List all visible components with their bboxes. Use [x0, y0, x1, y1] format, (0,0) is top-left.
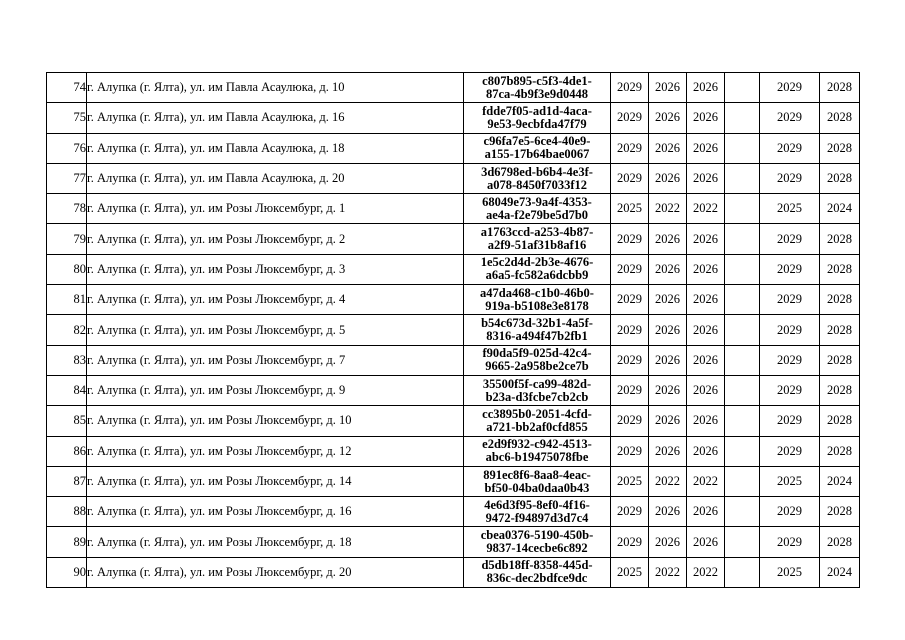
- year-cell-3: 2026: [687, 133, 725, 163]
- year-cell-4: 2029: [760, 497, 820, 527]
- building-id-line-1: f90da5f9-025d-42c4-: [482, 346, 592, 361]
- table-row: [47, 466, 860, 496]
- year-cell-2: 2026: [649, 224, 687, 254]
- row-number-cell: 77: [47, 163, 87, 193]
- year-cell-3: 2026: [687, 73, 725, 103]
- row-number-cell: 83: [47, 345, 87, 375]
- table-body: [47, 73, 860, 588]
- year-cell-3: 2026: [687, 254, 725, 284]
- row-number-cell: 85: [47, 406, 87, 436]
- table-row: [47, 163, 860, 193]
- address-cell: г. Алупка (г. Ялта), ул. им Розы Люксембург, д. 18: [87, 527, 464, 557]
- table-row: [47, 527, 860, 557]
- year-cell-3: 2026: [687, 345, 725, 375]
- address-cell: г. Алупка (г. Ялта), ул. им Розы Люксембург, д. 14: [87, 466, 464, 496]
- address-cell: г. Алупка (г. Ялта), ул. им Розы Люксембург, д. 12: [87, 436, 464, 466]
- year-cell-5: 2028: [820, 527, 860, 557]
- empty-cell: [725, 133, 760, 163]
- row-number-cell: 82: [47, 315, 87, 345]
- building-id-line-1: b54c673d-32b1-4a5f-: [481, 316, 593, 331]
- year-cell-4: 2029: [760, 254, 820, 284]
- building-id-line-1: 891ec8f6-8aa8-4eac-: [483, 467, 591, 482]
- year-cell-2: 2026: [649, 436, 687, 466]
- year-cell-2: 2022: [649, 466, 687, 496]
- year-cell-3: 2026: [687, 406, 725, 436]
- address-cell: г. Алупка (г. Ялта), ул. им Розы Люксембург, д. 9: [87, 375, 464, 405]
- building-id-line-1: 3d6798ed-b6b4-4e3f-: [481, 164, 593, 179]
- empty-cell: [725, 194, 760, 224]
- year-cell-3: 2026: [687, 497, 725, 527]
- year-cell-2: 2026: [649, 133, 687, 163]
- building-id-cell: [464, 133, 611, 163]
- year-cell-2: 2026: [649, 345, 687, 375]
- empty-cell: [725, 557, 760, 587]
- address-cell: г. Алупка (г. Ялта), ул. им Павла Асаулюка, д. 10: [87, 73, 464, 103]
- address-cell: г. Алупка (г. Ялта), ул. им Розы Люксембург, д. 5: [87, 315, 464, 345]
- table-row: [47, 254, 860, 284]
- year-cell-1: 2025: [611, 466, 649, 496]
- building-id-line-1: a1763ccd-a253-4b87-: [480, 225, 594, 240]
- building-id-cell: [464, 436, 611, 466]
- year-cell-2: 2026: [649, 103, 687, 133]
- building-id-cell: [464, 466, 611, 496]
- row-number-cell: 81: [47, 285, 87, 315]
- building-id-line-1: 1e5c2d4d-2b3e-4676-: [480, 255, 594, 270]
- building-id-line-1: 68049e73-9a4f-4353-: [482, 194, 592, 209]
- building-id-line-2: b23a-d3fcbe7cb2cb: [485, 389, 589, 404]
- year-cell-4: 2029: [760, 345, 820, 375]
- year-cell-3: 2026: [687, 224, 725, 254]
- building-id-cell: [464, 497, 611, 527]
- row-number-cell: 84: [47, 375, 87, 405]
- building-id-line-2: 9472-f94897d3d7c4: [485, 510, 589, 525]
- year-cell-5: 2028: [820, 436, 860, 466]
- building-id-line-1: a47da468-c1b0-46b0-: [480, 285, 594, 300]
- building-id-cell: [464, 315, 611, 345]
- building-id-line-2: bf50-04ba0daa0b43: [484, 480, 590, 495]
- year-cell-4: 2029: [760, 375, 820, 405]
- building-id-cell: [464, 224, 611, 254]
- year-cell-5: 2028: [820, 406, 860, 436]
- year-cell-5: 2024: [820, 557, 860, 587]
- building-id-cell: [464, 103, 611, 133]
- year-cell-5: 2028: [820, 163, 860, 193]
- building-id-line-2: a2f9-51af31b8af16: [487, 238, 587, 253]
- year-cell-4: 2025: [760, 194, 820, 224]
- year-cell-5: 2024: [820, 194, 860, 224]
- building-id-line-1: e2d9f932-c942-4513-: [482, 437, 592, 452]
- empty-cell: [725, 315, 760, 345]
- row-number-cell: 75: [47, 103, 87, 133]
- year-cell-1: 2025: [611, 557, 649, 587]
- year-cell-1: 2029: [611, 133, 649, 163]
- year-cell-2: 2022: [649, 194, 687, 224]
- building-id-cell: [464, 285, 611, 315]
- table-row: [47, 557, 860, 587]
- year-cell-5: 2028: [820, 315, 860, 345]
- table-row: [47, 406, 860, 436]
- row-number-cell: 79: [47, 224, 87, 254]
- year-cell-2: 2026: [649, 497, 687, 527]
- year-cell-2: 2026: [649, 406, 687, 436]
- address-cell: г. Алупка (г. Ялта), ул. им Павла Асаулюка, д. 18: [87, 133, 464, 163]
- table-row: [47, 315, 860, 345]
- table-row: [47, 73, 860, 103]
- row-number-cell: 80: [47, 254, 87, 284]
- building-id-line-1: fdde7f05-ad1d-4aca-: [482, 103, 592, 118]
- empty-cell: [725, 406, 760, 436]
- building-id-line-2: ae4a-f2e79be5d7b0: [485, 207, 589, 222]
- year-cell-5: 2028: [820, 103, 860, 133]
- table-row: [47, 103, 860, 133]
- year-cell-1: 2029: [611, 224, 649, 254]
- housing-registry-table: [46, 72, 860, 588]
- year-cell-4: 2029: [760, 436, 820, 466]
- building-id-line-2: 87ca-4b9f3e9d0448: [485, 86, 589, 101]
- row-number-cell: 90: [47, 557, 87, 587]
- building-id-cell: [464, 557, 611, 587]
- building-id-line-2: a155-17b64bae0067: [484, 147, 590, 162]
- table-row: [47, 345, 860, 375]
- year-cell-3: 2022: [687, 194, 725, 224]
- year-cell-2: 2026: [649, 315, 687, 345]
- year-cell-5: 2028: [820, 345, 860, 375]
- building-id-line-1: d5db18ff-8358-445d-: [481, 558, 593, 573]
- year-cell-2: 2026: [649, 73, 687, 103]
- building-id-cell: [464, 375, 611, 405]
- empty-cell: [725, 436, 760, 466]
- table-row: [47, 497, 860, 527]
- year-cell-4: 2029: [760, 73, 820, 103]
- table-row: [47, 224, 860, 254]
- building-id-line-2: abc6-b19475078fbe: [485, 450, 589, 465]
- building-id-cell: [464, 194, 611, 224]
- year-cell-4: 2029: [760, 527, 820, 557]
- empty-cell: [725, 375, 760, 405]
- building-id-line-2: 9837-14cecbe6c892: [486, 541, 588, 556]
- building-id-cell: [464, 345, 611, 375]
- year-cell-1: 2029: [611, 73, 649, 103]
- year-cell-3: 2022: [687, 466, 725, 496]
- building-id-line-2: 836c-dec2bdfce9dc: [486, 571, 588, 586]
- empty-cell: [725, 345, 760, 375]
- row-number-cell: 88: [47, 497, 87, 527]
- empty-cell: [725, 497, 760, 527]
- address-cell: г. Алупка (г. Ялта), ул. им Розы Люксембург, д. 2: [87, 224, 464, 254]
- building-id-line-1: 4e6d3f95-8ef0-4f16-: [484, 497, 590, 512]
- building-id-line-1: cc3895b0-2051-4cfd-: [482, 406, 592, 421]
- building-id-line-2: 9e53-9ecbfda47f79: [487, 116, 587, 131]
- address-cell: г. Алупка (г. Ялта), ул. им Розы Люксембург, д. 10: [87, 406, 464, 436]
- year-cell-5: 2028: [820, 285, 860, 315]
- year-cell-1: 2029: [611, 436, 649, 466]
- building-id-cell: [464, 254, 611, 284]
- year-cell-1: 2029: [611, 345, 649, 375]
- year-cell-3: 2026: [687, 315, 725, 345]
- address-cell: г. Алупка (г. Ялта), ул. им Розы Люксембург, д. 4: [87, 285, 464, 315]
- building-id-line-2: 8316-a494f47b2fb1: [486, 329, 588, 344]
- year-cell-2: 2022: [649, 557, 687, 587]
- year-cell-3: 2026: [687, 527, 725, 557]
- address-cell: г. Алупка (г. Ялта), ул. им Розы Люксембург, д. 20: [87, 557, 464, 587]
- building-id-line-1: 35500f5f-ca99-482d-: [482, 376, 592, 391]
- empty-cell: [725, 254, 760, 284]
- year-cell-4: 2029: [760, 315, 820, 345]
- year-cell-3: 2026: [687, 436, 725, 466]
- address-cell: г. Алупка (г. Ялта), ул. им Павла Асаулюка, д. 20: [87, 163, 464, 193]
- year-cell-2: 2026: [649, 163, 687, 193]
- year-cell-1: 2029: [611, 527, 649, 557]
- year-cell-3: 2026: [687, 163, 725, 193]
- address-cell: г. Алупка (г. Ялта), ул. им Розы Люксембург, д. 7: [87, 345, 464, 375]
- building-id-line-1: cbea0376-5190-450b-: [480, 528, 594, 543]
- year-cell-3: 2022: [687, 557, 725, 587]
- year-cell-1: 2025: [611, 194, 649, 224]
- table-row: [47, 194, 860, 224]
- building-id-cell: [464, 527, 611, 557]
- row-number-cell: 86: [47, 436, 87, 466]
- year-cell-4: 2025: [760, 557, 820, 587]
- empty-cell: [725, 73, 760, 103]
- empty-cell: [725, 285, 760, 315]
- table-row: [47, 436, 860, 466]
- empty-cell: [725, 224, 760, 254]
- building-id-line-1: c807b895-c5f3-4de1-: [482, 73, 592, 88]
- year-cell-2: 2026: [649, 285, 687, 315]
- table-row: [47, 133, 860, 163]
- year-cell-5: 2028: [820, 497, 860, 527]
- year-cell-5: 2028: [820, 73, 860, 103]
- year-cell-5: 2024: [820, 466, 860, 496]
- year-cell-4: 2029: [760, 285, 820, 315]
- building-id-cell: [464, 73, 611, 103]
- address-cell: г. Алупка (г. Ялта), ул. им Павла Асаулюка, д. 16: [87, 103, 464, 133]
- year-cell-2: 2026: [649, 254, 687, 284]
- year-cell-3: 2026: [687, 375, 725, 405]
- building-id-line-1: c96fa7e5-6ce4-40e9-: [483, 134, 591, 149]
- building-id-line-2: 9665-2a958be2ce7b: [485, 359, 589, 374]
- year-cell-2: 2026: [649, 527, 687, 557]
- year-cell-1: 2029: [611, 406, 649, 436]
- building-id-cell: [464, 163, 611, 193]
- year-cell-5: 2028: [820, 224, 860, 254]
- year-cell-5: 2028: [820, 375, 860, 405]
- year-cell-4: 2029: [760, 224, 820, 254]
- year-cell-4: 2029: [760, 103, 820, 133]
- building-id-line-2: 919a-b5108e3e8178: [485, 298, 589, 313]
- building-id-cell: [464, 406, 611, 436]
- row-number-cell: 76: [47, 133, 87, 163]
- empty-cell: [725, 163, 760, 193]
- year-cell-5: 2028: [820, 254, 860, 284]
- address-cell: г. Алупка (г. Ялта), ул. им Розы Люксембург, д. 3: [87, 254, 464, 284]
- row-number-cell: 74: [47, 73, 87, 103]
- year-cell-5: 2028: [820, 133, 860, 163]
- table-row: [47, 285, 860, 315]
- year-cell-3: 2026: [687, 103, 725, 133]
- year-cell-3: 2026: [687, 285, 725, 315]
- row-number-cell: 78: [47, 194, 87, 224]
- empty-cell: [725, 527, 760, 557]
- building-id-line-2: a721-bb2af0cfd855: [486, 419, 588, 434]
- row-number-cell: 89: [47, 527, 87, 557]
- year-cell-4: 2029: [760, 133, 820, 163]
- year-cell-2: 2026: [649, 375, 687, 405]
- building-id-line-2: a078-8450f7033f12: [487, 177, 587, 192]
- year-cell-4: 2029: [760, 163, 820, 193]
- row-number-cell: 87: [47, 466, 87, 496]
- year-cell-4: 2025: [760, 466, 820, 496]
- address-cell: г. Алупка (г. Ялта), ул. им Розы Люксембург, д. 16: [87, 497, 464, 527]
- empty-cell: [725, 466, 760, 496]
- year-cell-1: 2029: [611, 497, 649, 527]
- year-cell-1: 2029: [611, 375, 649, 405]
- year-cell-4: 2029: [760, 406, 820, 436]
- year-cell-1: 2029: [611, 254, 649, 284]
- address-cell: г. Алупка (г. Ялта), ул. им Розы Люксембург, д. 1: [87, 194, 464, 224]
- table-row: [47, 375, 860, 405]
- year-cell-1: 2029: [611, 163, 649, 193]
- empty-cell: [725, 103, 760, 133]
- year-cell-1: 2029: [611, 285, 649, 315]
- building-id-line-2: a6a5-fc582a6dcbb9: [485, 268, 589, 283]
- year-cell-1: 2029: [611, 103, 649, 133]
- year-cell-1: 2029: [611, 315, 649, 345]
